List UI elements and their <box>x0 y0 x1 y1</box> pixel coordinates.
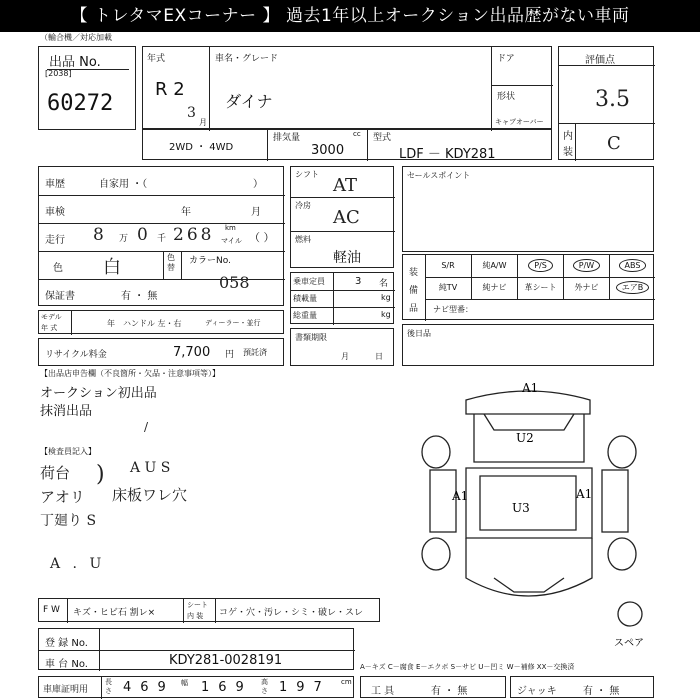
lot-number: 60272 <box>47 91 114 116</box>
inspection-month-label: 月 <box>251 207 261 218</box>
equip-ext-navi: 外ナビ <box>563 277 609 299</box>
jack-label: ジャッキ <box>517 686 557 697</box>
doc-deadline-month: 月 <box>341 352 349 361</box>
drive-label: 2WD ・ 4WD <box>169 142 234 153</box>
passengers-value: 3 <box>355 276 362 287</box>
shape-label: 形状 <box>497 92 516 102</box>
model-year-year-label: 年 <box>107 319 115 328</box>
lot-tag: [2038] <box>45 69 72 78</box>
type-value: LDF － KDY281 <box>399 147 496 162</box>
arrival-box <box>402 324 654 366</box>
mileage-label: 走行 <box>45 235 65 246</box>
shape-sublabel: キャブオーバー <box>495 118 544 126</box>
history-value: 自家用 ・（ <box>99 179 148 190</box>
damage-legend: A－キズ C－腐食 E－エクボ S－サビ U－凹ミ W－補修 XX－交換済 <box>360 663 575 671</box>
seller-notes-line1: オークション初出品 <box>40 386 157 401</box>
equipment-label-1: 装 <box>409 268 419 278</box>
registration-label: 登 録 No. <box>45 638 88 649</box>
cert-height-label: 高さ <box>261 678 268 695</box>
gross-label: 総重量 <box>293 311 317 320</box>
handle-label: ハンドル 左・右 <box>123 319 182 328</box>
mileage-unit-km: km <box>225 224 236 232</box>
year-era: R 2 <box>155 79 185 100</box>
passengers-unit: 名 <box>379 279 389 289</box>
mark-front: A1 <box>522 381 539 395</box>
sales-point-label: セールスポイント <box>407 171 471 180</box>
displacement-label: 排気量 <box>273 133 301 143</box>
rating-box <box>558 46 654 160</box>
equip-ps <box>517 255 563 277</box>
shift-value: AT <box>333 175 358 196</box>
equip-ps-label: P/S <box>528 259 553 272</box>
fw-label: F W <box>43 605 60 615</box>
jack-box <box>510 676 654 698</box>
vehicle-diagram <box>404 378 654 648</box>
equip-sr: S/R <box>441 261 455 270</box>
banner-title: 【 トレタマEXコーナー 】 過去1年以上オークション出品歴がない車両 <box>0 0 700 32</box>
cert-row <box>38 676 354 698</box>
ac-label: 冷房 <box>295 201 311 210</box>
recycle-note: 預託済 <box>243 348 267 357</box>
seller-notes-label: 【出品店申告欄（不良箇所・欠品・注意事項等）】 <box>40 369 220 378</box>
mark-right: A1 <box>576 487 593 501</box>
main-top-box <box>142 46 552 130</box>
chassis-value: KDY281-0028191 <box>169 653 283 668</box>
cert-length: 469 <box>123 680 175 695</box>
mileage-unit-1: 万 <box>119 234 129 244</box>
sales-point-box <box>402 166 654 252</box>
arrival-label: 後日品 <box>407 329 431 338</box>
year-month-unit: 月 <box>199 118 207 127</box>
mechanical-box <box>290 166 394 268</box>
equip-leather: 革シート <box>517 277 563 299</box>
recycle-value: 7,700 <box>173 345 211 360</box>
doc-deadline-label: 書類期限 <box>295 333 327 342</box>
color-change-label: 色替 <box>167 253 175 272</box>
equip-abs <box>609 255 655 277</box>
equip-pw-label: P/W <box>573 259 600 272</box>
fw-items: キズ・ヒビ石 割レ× <box>73 608 156 618</box>
inspector-line2-a: アオリ <box>40 488 85 506</box>
fw-row <box>38 598 380 622</box>
year-month: 3 <box>187 105 196 121</box>
load-unit: kg <box>381 293 391 302</box>
model-label: 車名・グレード <box>215 54 279 64</box>
inspector-line2-b: 床板ワレ穴 <box>112 486 188 504</box>
recycle-label: リサイクル料金 <box>45 350 107 360</box>
lot-box <box>38 46 136 130</box>
interior-label-2: 装 <box>563 147 573 158</box>
cert-length-label: 長さ <box>105 678 112 695</box>
inspector-line3: 丁廻り S <box>40 513 97 529</box>
tools-value: 有 ・ 無 <box>431 686 468 697</box>
cert-label: 車庫証明用 <box>43 685 89 695</box>
mileage-unit-mile: マイル <box>221 237 242 245</box>
ac-value: AC <box>333 207 360 228</box>
seat-items: コゲ・穴・汚レ・シミ・破レ・スレ <box>219 608 364 618</box>
color-value: 白 <box>103 257 121 278</box>
inspector-brace: ) <box>96 462 105 487</box>
equip-tv: 純TV <box>438 283 458 292</box>
year-label: 年式 <box>147 54 166 64</box>
equip-abs-label: ABS <box>619 259 647 272</box>
tools-label: 工 具 <box>371 686 395 697</box>
model-name: ダイナ <box>225 92 273 111</box>
mileage-value-1: 8 <box>93 225 104 245</box>
rating-label: 評価点 <box>585 55 615 66</box>
mileage-value-3: 268 <box>173 225 215 245</box>
fuel-label: 燃料 <box>295 235 311 244</box>
gross-unit: kg <box>381 310 391 319</box>
mark-bed: U3 <box>512 501 530 515</box>
mileage-paren: （ ） <box>249 231 275 244</box>
equipment-label-3: 品 <box>409 304 419 314</box>
spec-row <box>142 128 552 160</box>
mark-left: A1 <box>452 489 469 503</box>
cert-width-label: 幅 <box>181 679 188 687</box>
equipment-box <box>402 254 654 320</box>
load-label: 積載量 <box>293 294 317 303</box>
subheader: （輸合機／対応加載 <box>40 33 112 42</box>
equip-airbag <box>609 277 655 299</box>
color-label: 色 <box>53 263 63 274</box>
doc-deadline-box <box>290 328 394 366</box>
inspection-label: 車検 <box>45 207 65 218</box>
inspector-line4: A . U <box>50 556 106 572</box>
displacement-unit: cc <box>353 130 361 138</box>
shift-label: シフト <box>295 170 319 179</box>
registration-box <box>38 628 354 670</box>
seat-label-2: 内 装 <box>187 612 204 620</box>
chassis-label: 車 台 No. <box>45 659 88 670</box>
rating-score: 3.5 <box>595 87 630 112</box>
capacity-box <box>290 272 394 324</box>
displacement-value: 3000 <box>311 143 345 158</box>
inspection-year-label: 年 <box>181 207 191 218</box>
recycle-box <box>38 338 284 366</box>
cert-unit: cm <box>341 678 352 686</box>
passengers-label: 乗車定員 <box>293 277 325 286</box>
color-code: 058 <box>219 273 250 292</box>
equip-airbag-label: エアB <box>616 281 650 294</box>
equipment-label-2: 備 <box>409 286 419 296</box>
mark-cab: U2 <box>516 431 534 445</box>
equip-aw: 純A/W <box>471 255 517 277</box>
lot-label: 出品 No. <box>49 55 101 70</box>
inspector-line1-b: A U S <box>130 460 171 476</box>
mileage-value-2: 0 <box>137 225 148 245</box>
doc-deadline-day: 日 <box>375 352 383 361</box>
stray-mark: / <box>144 420 149 434</box>
cert-width: 169 <box>201 680 253 695</box>
equip-pw <box>563 255 609 277</box>
interior-score: C <box>607 133 621 154</box>
warranty-label: 保証書 <box>45 291 75 302</box>
vehicle-info-box <box>38 166 284 306</box>
jack-value: 有 ・ 無 <box>583 686 620 697</box>
equip-navi: 純ナビ <box>471 277 517 299</box>
dealer-label: ディーラー・並行 <box>205 319 261 327</box>
navi-model-label: ナビ型番： <box>433 305 473 314</box>
color-code-label: カラーNo. <box>189 256 231 266</box>
history-label: 車歴 <box>45 179 65 190</box>
door-label: ドア <box>497 54 515 64</box>
cert-height: 197 <box>279 680 331 695</box>
model-year-label-2: 年 式 <box>41 324 58 332</box>
recycle-unit: 円 <box>225 350 235 360</box>
spare-label: スペア <box>614 638 644 648</box>
seat-label-1: シート <box>187 601 208 609</box>
interior-label-1: 内 <box>563 131 573 142</box>
model-year-label-1: モデル <box>41 313 62 321</box>
model-year-row <box>38 310 284 334</box>
fuel-value: 軽油 <box>333 250 361 266</box>
type-label: 型式 <box>373 133 392 143</box>
warranty-value: 有 ・ 無 <box>121 291 158 302</box>
mileage-unit-2: 千 <box>157 234 167 244</box>
history-close: ） <box>253 179 263 190</box>
seller-notes-line2: 抹消出品 <box>40 404 93 419</box>
inspector-line1-a: 荷台 <box>40 464 71 482</box>
tools-box <box>360 676 506 698</box>
inspector-notes-label: 【検査員記入】 <box>40 447 96 456</box>
